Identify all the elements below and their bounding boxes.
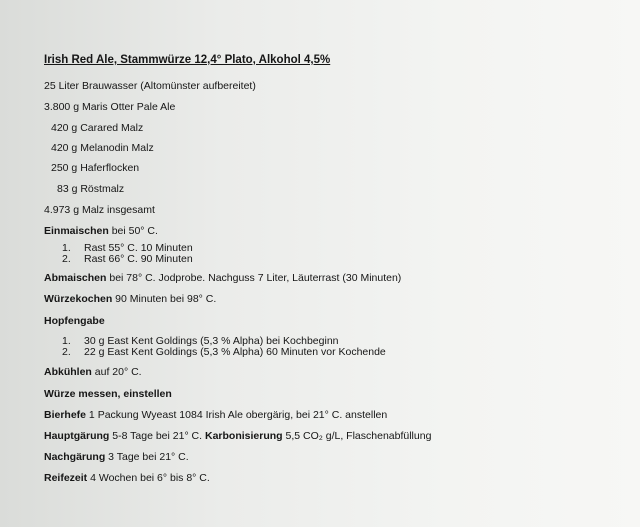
- primary-text: 5-8 Tage bei 21° C.: [109, 430, 205, 442]
- boil-label: Würzekochen: [44, 293, 113, 305]
- hops-label: Hopfengabe: [44, 315, 105, 327]
- yeast-label: Bierhefe: [44, 409, 87, 421]
- cooling-line: [44, 366, 142, 379]
- aging-label: Reifezeit: [44, 472, 88, 484]
- rest-text: Rast 66° C. 90 Minuten: [84, 253, 193, 265]
- rest-text: Rast 55° C. 10 Minuten: [84, 242, 193, 254]
- hop-text: 30 g East Kent Goldings (5,3 % Alpha) bei Kochbeginn: [84, 335, 339, 347]
- list-item: [62, 253, 193, 266]
- malt-line: 420 g Carared Malz: [51, 122, 144, 134]
- primary-line: [44, 430, 431, 443]
- yeast-text: 1 Packung Wyeast 1084 Irish Ale obergärig, bei 21° C. anstellen: [86, 409, 388, 421]
- boil-line: [44, 293, 216, 306]
- carb-label: Karbonisierung: [204, 430, 283, 442]
- lauter-text: bei 78° C. Jodprobe. Nachguss 7 Liter, Läuterrast (30 Minuten): [106, 272, 402, 284]
- list-number: 2.: [62, 346, 71, 358]
- list-item: [62, 346, 386, 359]
- secondary-line: [44, 451, 189, 464]
- recipe-title: Irish Red Ale, Stammwürze 12,4° Plato, Alkohol 4,5%: [44, 54, 331, 66]
- malt-line: 83 g Röstmalz: [57, 183, 125, 195]
- mash-label: Einmaischen: [44, 225, 109, 237]
- yeast-line: [44, 409, 387, 422]
- hop-text: 22 g East Kent Goldings (5,3 % Alpha) 60 Minuten vor Kochende: [84, 346, 386, 358]
- malt-line: 250 g Haferflocken: [51, 162, 140, 174]
- list-number: 2.: [62, 253, 71, 265]
- carb-text: 5,5 CO₂ g/L, Flaschenabfüllung: [282, 430, 432, 442]
- hops-heading: [44, 315, 105, 328]
- malt-line: 3.800 g Maris Otter Pale Ale: [44, 101, 176, 113]
- cooling-text: auf 20° C.: [91, 366, 142, 378]
- list-number: 1.: [62, 242, 71, 254]
- cooling-label: Abkühlen: [44, 366, 92, 378]
- secondary-label: Nachgärung: [44, 451, 106, 463]
- water-line: 25 Liter Brauwasser (Altomünster aufbereitet): [44, 80, 256, 92]
- lauter-label: Abmaischen: [44, 272, 107, 284]
- secondary-text: 3 Tage bei 21° C.: [105, 451, 189, 463]
- measure-line: [44, 388, 172, 401]
- lauter-line: [44, 272, 401, 285]
- aging-text: 4 Wochen bei 6° bis 8° C.: [87, 472, 210, 484]
- malt-line: 420 g Melanodin Malz: [51, 142, 154, 154]
- aging-line: [44, 472, 210, 485]
- malt-total-line: 4.973 g Malz insgesamt: [44, 204, 155, 216]
- primary-label: Hauptgärung: [44, 430, 110, 442]
- measure-label: Würze messen, einstellen: [44, 388, 172, 400]
- boil-text: 90 Minuten bei 98° C.: [112, 293, 217, 305]
- mash-text: bei 50° C.: [108, 225, 158, 237]
- mash-line: [44, 225, 158, 238]
- list-number: 1.: [62, 335, 71, 347]
